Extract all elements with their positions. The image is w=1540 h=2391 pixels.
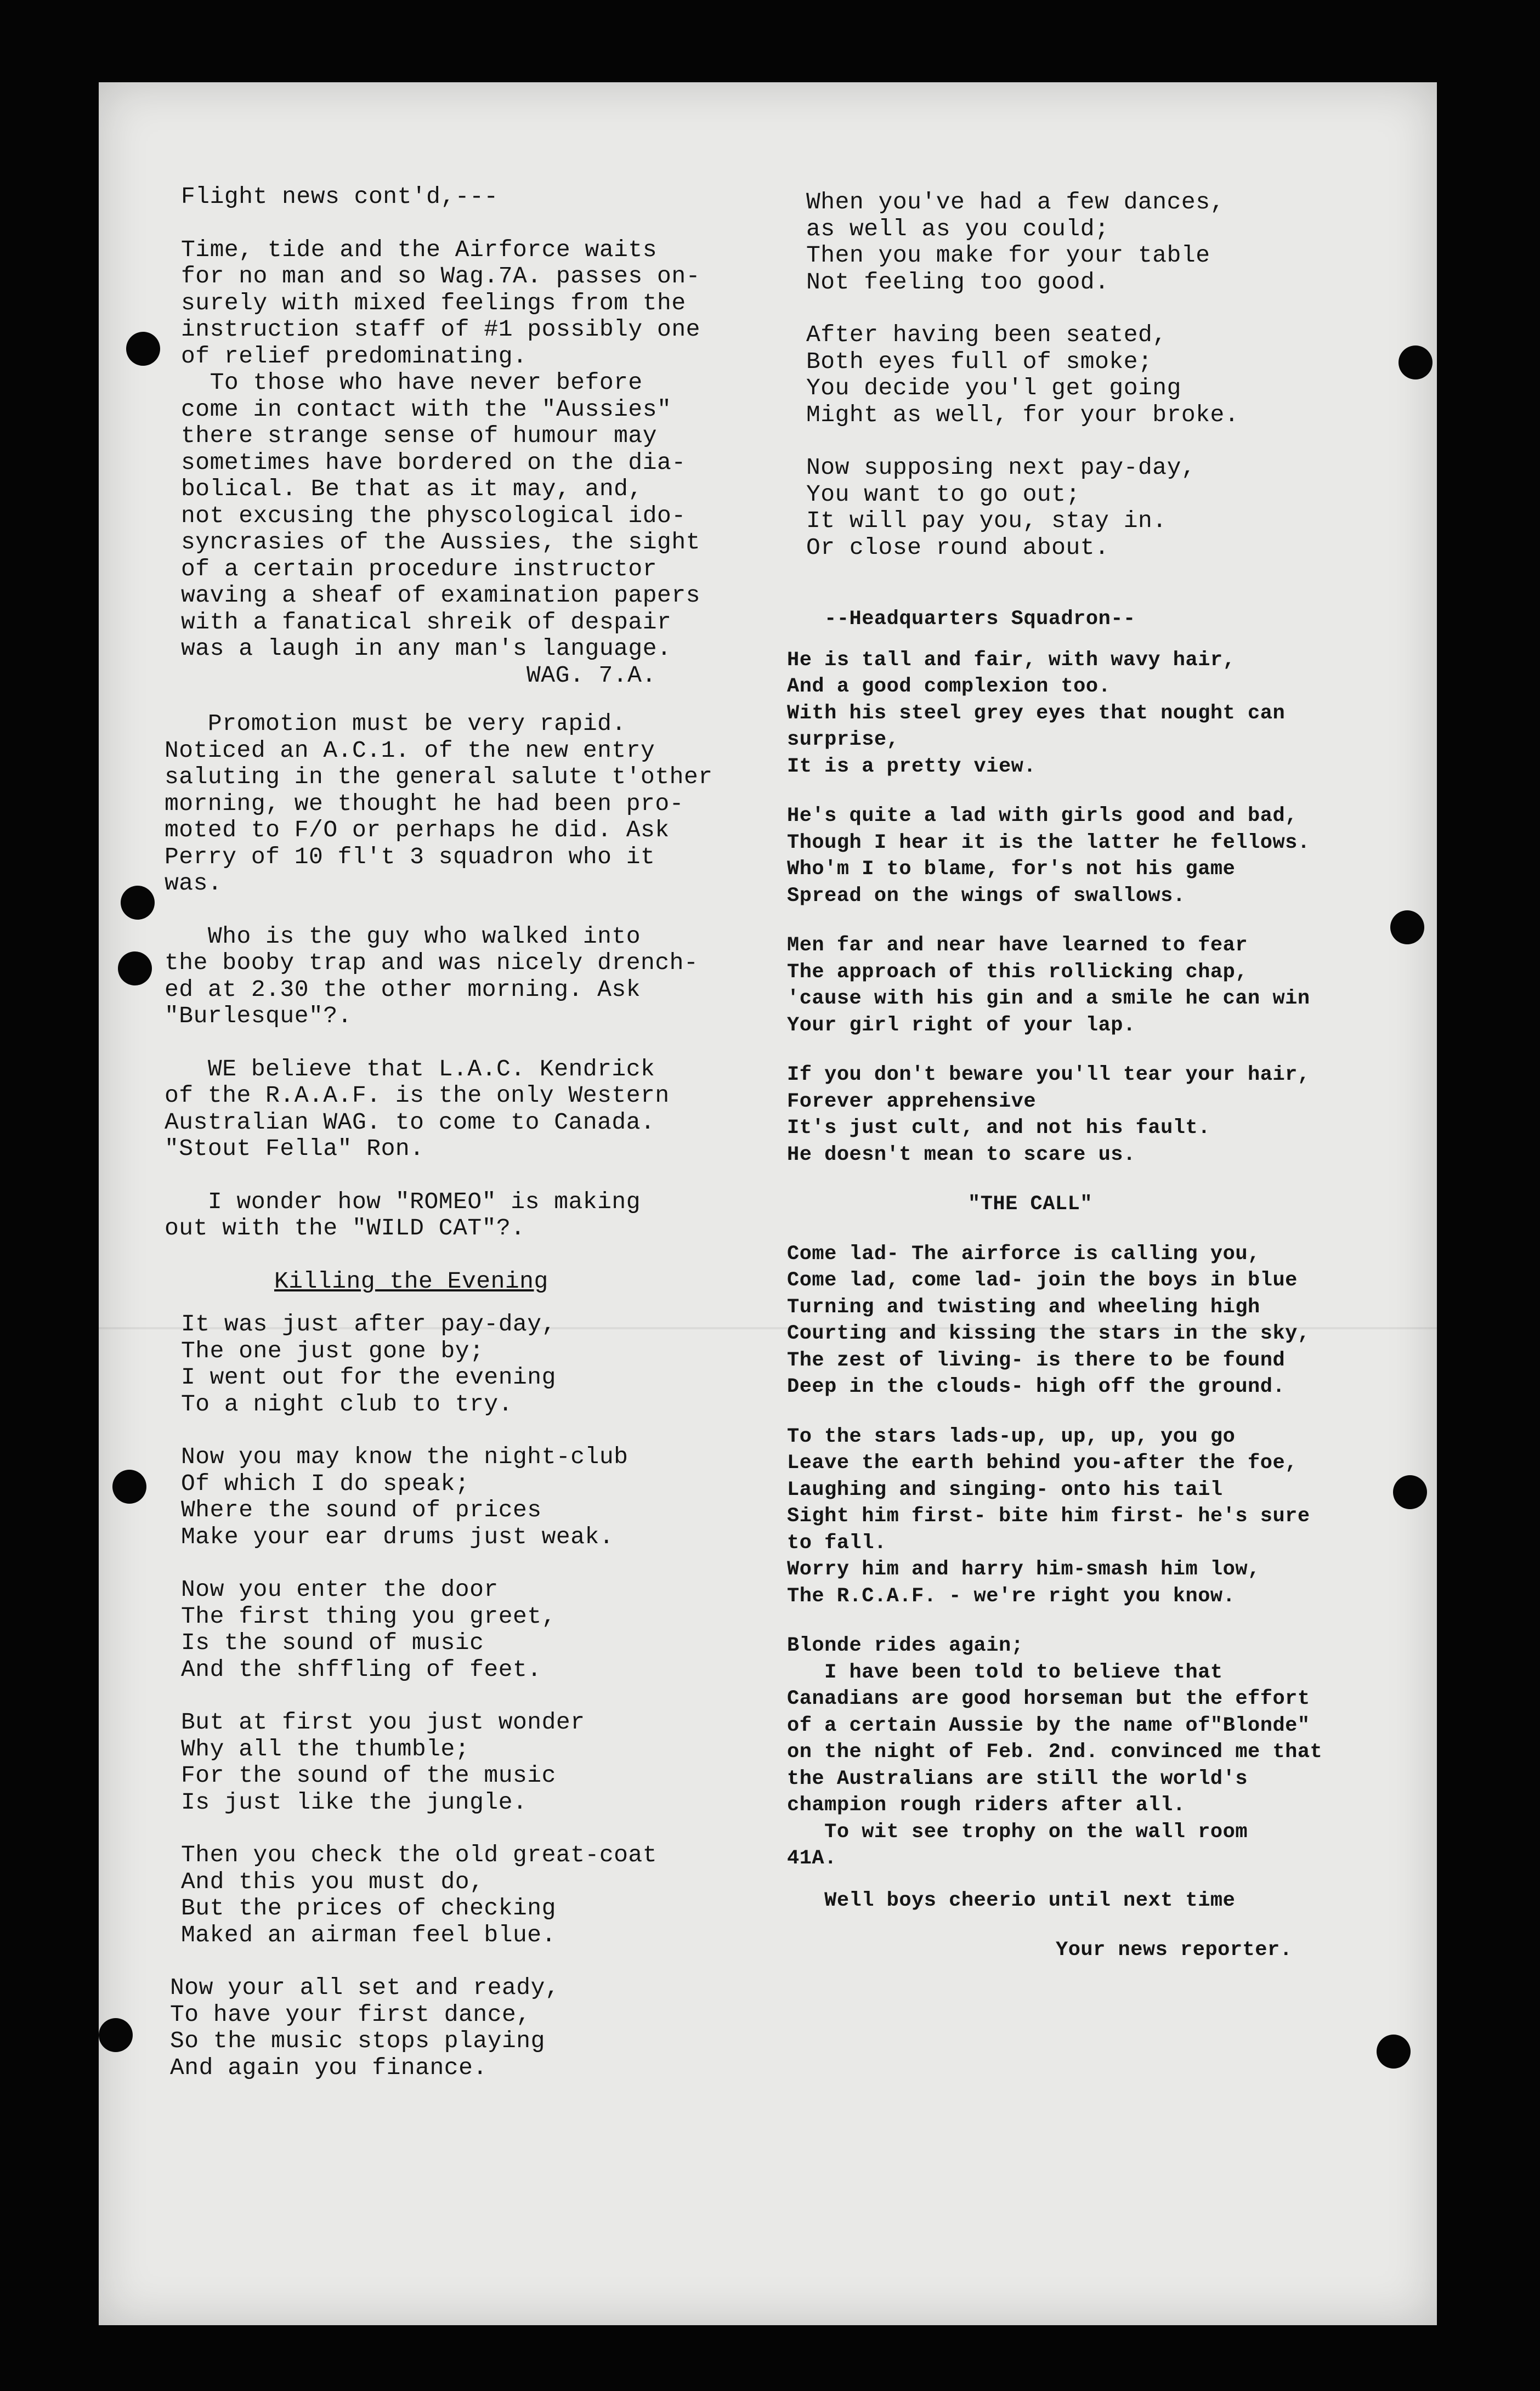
punch-hole bbox=[126, 332, 160, 366]
hq-verse: He is tall and fair, with wavy hair, And a good complexion too. With his steel grey eyes that nought can surprise, It is a pretty view. bbox=[787, 648, 1286, 778]
punch-hole bbox=[112, 1470, 146, 1504]
poem-stanza: After having been seated, Both eyes full of smoke; You decide you'l get going Might as well, for your broke. bbox=[806, 321, 1239, 428]
cheerio-line: Well boys cheerio until next time bbox=[787, 1889, 1236, 1912]
punch-hole bbox=[118, 951, 152, 985]
poem-stanza: It was just after pay-day, The one just gone by; I went out for the evening To a night club to try. bbox=[181, 1311, 556, 1418]
punch-hole bbox=[1377, 2035, 1411, 2069]
right-column-upper bbox=[806, 189, 1437, 587]
hq-verse: Men far and near have learned to fear The approach of this rollicking chap, 'cause with his gin and a smile he can win Your girl right of your lap. bbox=[787, 934, 1310, 1037]
continued-heading: Flight news cont'd,--- bbox=[181, 183, 499, 210]
poem-stanza: When you've had a few dances, as well as you could; Then you make for your table Not feeling too good. bbox=[806, 189, 1225, 296]
right-column-lower bbox=[787, 606, 1418, 1990]
wag-paragraph-1: Time, tide and the Airforce waits for no man and so Wag.7A. passes on- surely with mixed feelings from the instruction staff of #1 possibly one of relief predominating. bbox=[181, 236, 700, 370]
poem-stanza: Now your all set and ready, To have your first dance, So the music stops playing And again you finance. bbox=[170, 1974, 560, 2081]
kendrick-paragraph: WE believe that L.A.C. Kendrick of the R.A.A.F. is the only Western Australian WAG. to come to Canada. "Stout Fella" Ron. bbox=[165, 1055, 670, 1162]
poem-title: Killing the Evening bbox=[274, 1267, 548, 1295]
blonde-rides-again-paragraph: Blonde rides again; I have been told to believe that Canadians are good horseman but the effort of a certain Aussie by the name of"Blonde" on the night of Feb. 2nd. convinced me that the Australians are still the world's champion rough riders after all. To wit see trophy on the wall room 41A. bbox=[787, 1634, 1323, 1870]
hq-squadron-heading: --Headquarters Squadron-- bbox=[787, 608, 1136, 631]
wag-paragraph-2: To those who have never before come in contact with the "Aussies" there strange sense of humour may sometimes have bordered on the dia- bolical. Be that as it may, and, not excusing the physcological ido- syncrasies of the Aussies, the sight of a certain procedure instructor waving a sheaf of examination papers with a fanatical shreik of despair was a laugh in any man's language. bbox=[181, 369, 700, 662]
punch-hole bbox=[121, 886, 155, 920]
poem-stanza: Now you enter the door The first thing you greet, Is the sound of music And the shffling of feet. bbox=[181, 1576, 556, 1683]
booby-trap-paragraph: Who is the guy who walked into the booby trap and was nicely drench- ed at 2.30 the other morning. Ask "Burlesque"?. bbox=[165, 922, 699, 1029]
poem-stanza: But at first you just wonder Why all the thumble; For the sound of the music Is just like the jungle. bbox=[181, 1709, 585, 1816]
punch-hole bbox=[99, 2018, 133, 2052]
hq-verse: If you don't beware you'll tear your hair, Forever apprehensive It's just cult, and not his fault. He doesn't mean to scare us. bbox=[787, 1063, 1310, 1166]
poem-stanza: Now supposing next pay-day, You want to go out; It will pay you, stay in. Or close round about. bbox=[806, 454, 1196, 561]
left-column bbox=[165, 183, 856, 2107]
poem-stanza: Now you may know the night-club Of which I do speak; Where the sound of prices Make your ear drums just weak. bbox=[181, 1443, 629, 1550]
poem-stanza: Then you check the old great-coat And this you must do, But the prices of checking Maked an airman feel blue. bbox=[181, 1842, 658, 1948]
the-call-verse: To the stars lads-up, up, up, you go Leave the earth behind you-after the foe, Laughing and singing- onto his tail Sight him first- bite him first- he's sure to fall. Worry him and harry him-smash him low, The R.C.A.F. - we're right you know. bbox=[787, 1425, 1310, 1608]
newsletter-page bbox=[99, 82, 1437, 2325]
promotion-paragraph: Promotion must be very rapid. Noticed an A.C.1. of the new entry saluting in the general salute t'other morning, we thought he had been pro- moted to F/O or perhaps he did. Ask Perry of 10 fl't 3 squadron who it was. bbox=[165, 710, 713, 897]
the-call-verse: Come lad- The airforce is calling you, Come lad, come lad- join the boys in blue Turning and twisting and wheeling high Courting and kissing the stars in the sky, The zest of living- is there to be found Deep in the clouds- high off the ground. bbox=[787, 1242, 1310, 1398]
hq-verse: He's quite a lad with girls good and bad, Though I hear it is the latter he fellows. Who'm I to blame, for's not his game Spread on the wings of swallows. bbox=[787, 804, 1310, 908]
wag-signature: WAG. 7.A. bbox=[526, 661, 656, 689]
reporter-signature: Your news reporter. bbox=[1056, 1939, 1293, 1962]
the-call-title: "THE CALL" bbox=[968, 1193, 1093, 1216]
romeo-paragraph: I wonder how "ROMEO" is making out with the "WILD CAT"?. bbox=[165, 1188, 641, 1242]
